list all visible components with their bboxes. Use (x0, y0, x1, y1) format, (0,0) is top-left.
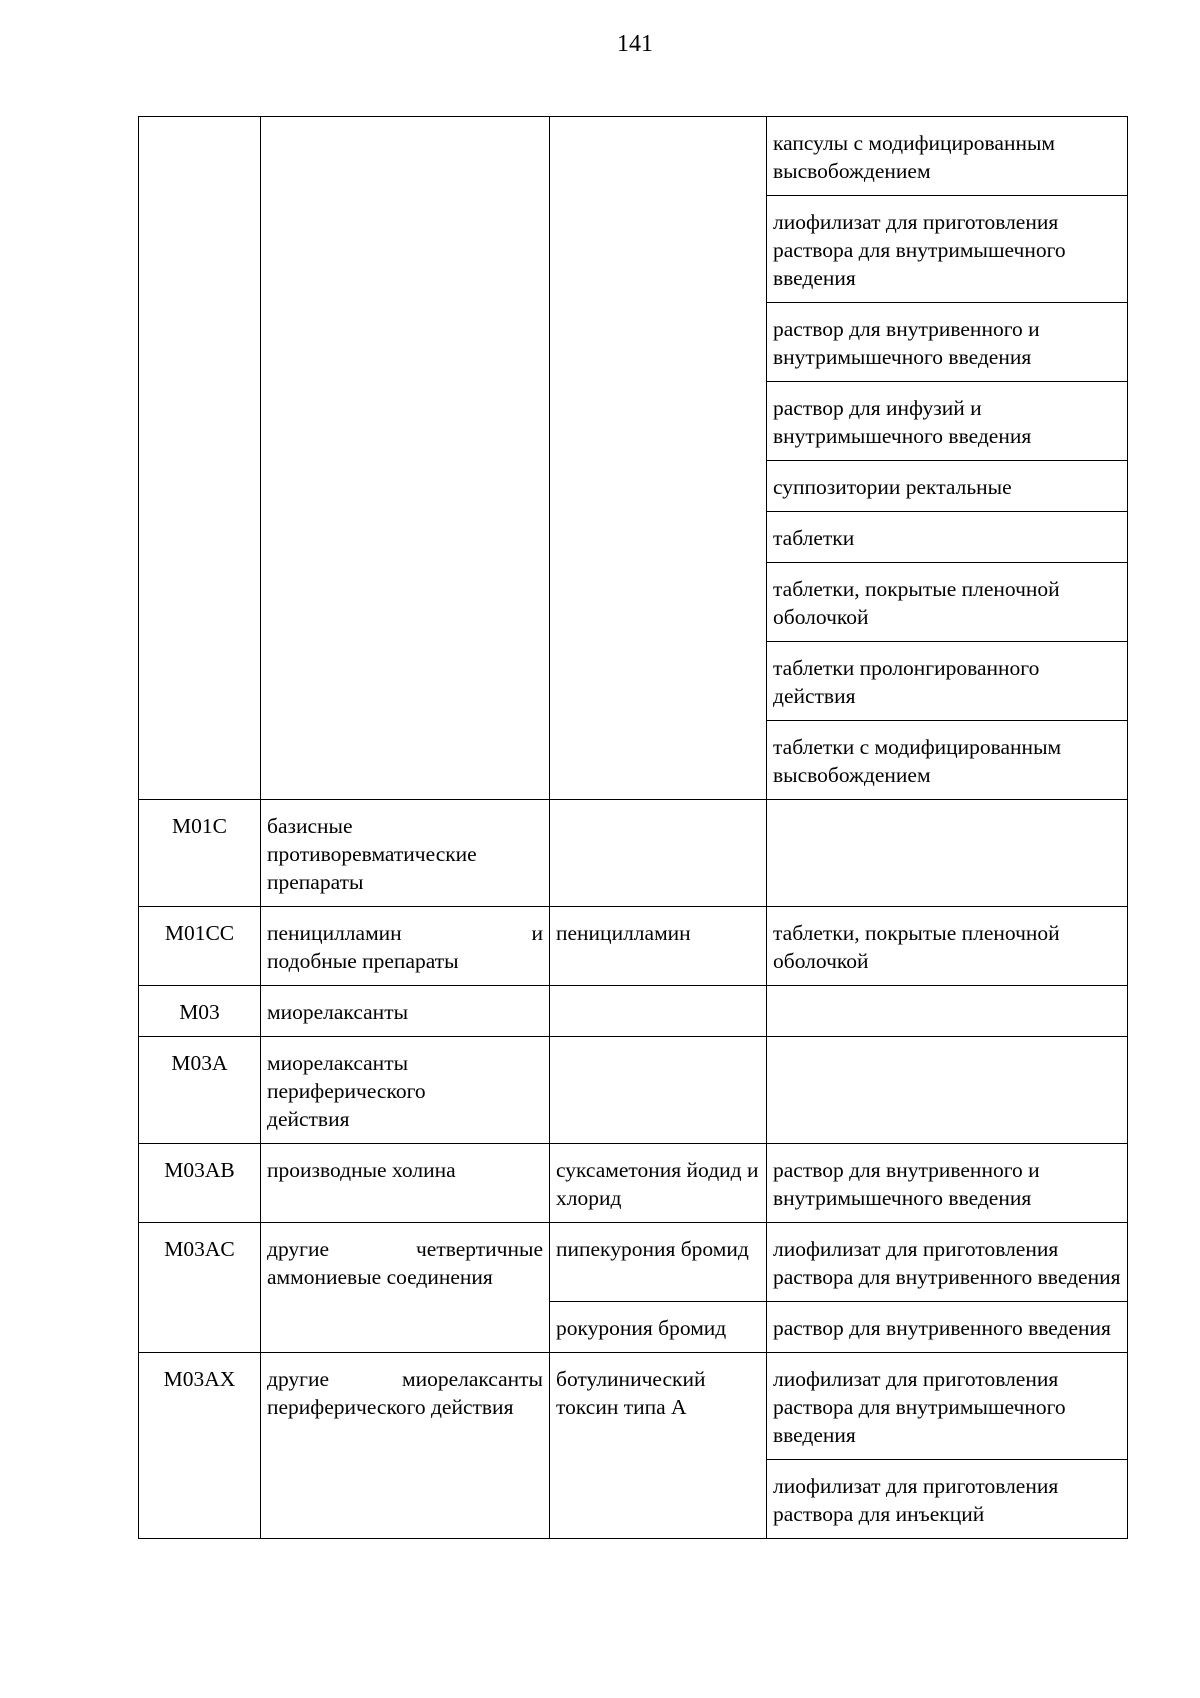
group-line: аммониевые соединения (267, 1265, 493, 1289)
dosage-form-cell: раствор для инфузий и внутримышечного введения (767, 382, 1128, 461)
inn-cell (550, 986, 767, 1037)
group-line: другие четвертичные (267, 1237, 543, 1261)
table-row (139, 1353, 1128, 1460)
dosage-form-cell: лиофилизат для приготовления раствора для инъекций (767, 1460, 1128, 1539)
inn-cell: пипекурония бромид (550, 1223, 767, 1302)
atc-code-cell: M03AC (139, 1223, 261, 1353)
group-cell (261, 800, 550, 907)
dosage-form-cell: лиофилизат для приготовления раствора для внутривенного введения (767, 1223, 1128, 1302)
inn-cell: суксаметония йодид и хлорид (550, 1144, 767, 1223)
dosage-form-cell: раствор для внутривенного и внутримышечного введения (767, 303, 1128, 382)
group-cell: производные холина (261, 1144, 550, 1223)
group-cell (261, 1223, 550, 1353)
dosage-form-cell: таблетки с модифицированным высвобождением (767, 721, 1128, 800)
atc-code-cell: M03AX (139, 1353, 261, 1539)
group-line: другие миорелаксанты (267, 1367, 543, 1391)
group-line: периферического действия (267, 1395, 514, 1419)
drug-table (138, 116, 1128, 1539)
table-row (139, 907, 1128, 986)
dosage-form-cell (767, 800, 1128, 907)
group-text: базисные противоревматические препараты (267, 814, 477, 894)
atc-code-cell: M03A (139, 1037, 261, 1144)
group-line: подобные препараты (267, 949, 459, 973)
dosage-form-cell: суппозитории ректальные (767, 461, 1128, 512)
table-row (139, 1223, 1128, 1302)
atc-code-cell: M01CC (139, 907, 261, 986)
atc-code-cell: M03AB (139, 1144, 261, 1223)
inn-cell: пеницилламин (550, 907, 767, 986)
dosage-form-cell: раствор для внутривенного введения (767, 1302, 1128, 1353)
table-row (139, 986, 1128, 1037)
table-row (139, 117, 1128, 196)
table-row (139, 1037, 1128, 1144)
inn-cell: рокурония бромид (550, 1302, 767, 1353)
inn-cell (550, 117, 767, 800)
dosage-form-cell (767, 1037, 1128, 1144)
dosage-form-cell (767, 986, 1128, 1037)
group-cell (261, 117, 550, 800)
atc-code-cell: M03 (139, 986, 261, 1037)
dosage-form-cell: таблетки пролонгированного действия (767, 642, 1128, 721)
dosage-form-cell: таблетки, покрытые пленочной оболочкой (767, 563, 1128, 642)
dosage-form-cell: лиофилизат для приготовления раствора для внутримышечного введения (767, 196, 1128, 303)
atc-code-cell: M01C (139, 800, 261, 907)
dosage-form-cell: раствор для внутривенного и внутримышечного введения (767, 1144, 1128, 1223)
inn-cell: ботулинический токсин типа А (550, 1353, 767, 1539)
inn-cell (550, 800, 767, 907)
inn-cell (550, 1037, 767, 1144)
group-text: миорелаксанты периферического действия (267, 1051, 426, 1131)
page-number: 141 (617, 31, 653, 57)
dosage-form-cell: капсулы с модифицированным высвобождением (767, 117, 1128, 196)
dosage-form-cell: таблетки, покрытые пленочной оболочкой (767, 907, 1128, 986)
group-cell: миорелаксанты (261, 986, 550, 1037)
dosage-form-cell: таблетки (767, 512, 1128, 563)
atc-code-cell (139, 117, 261, 800)
table-row (139, 800, 1128, 907)
dosage-form-cell: лиофилизат для приготовления раствора для внутримышечного введения (767, 1353, 1128, 1460)
table-row (139, 1144, 1128, 1223)
group-cell (261, 1353, 550, 1539)
group-cell (261, 1037, 550, 1144)
group-cell (261, 907, 550, 986)
group-line: пеницилламин и (267, 921, 543, 945)
